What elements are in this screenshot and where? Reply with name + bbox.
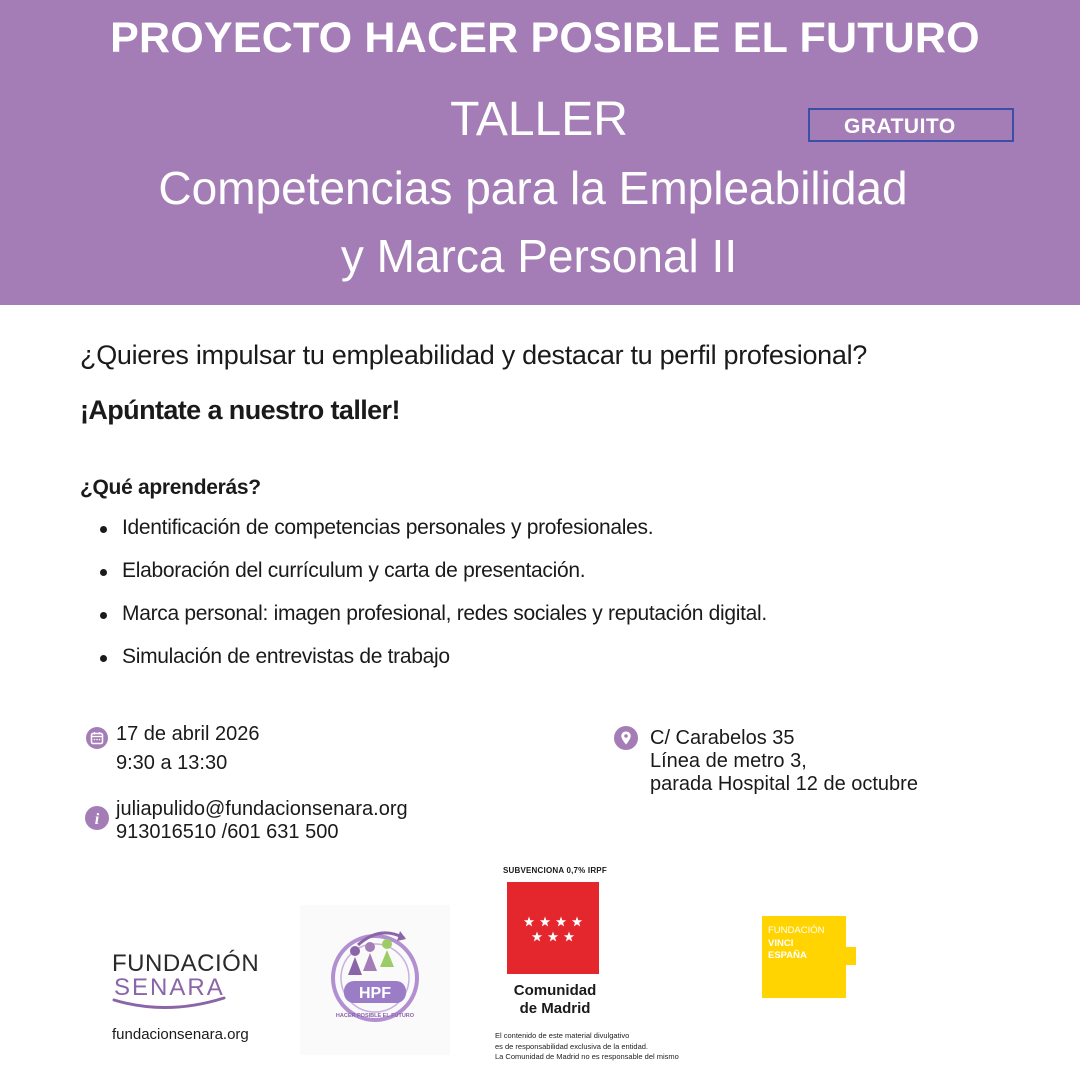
- disclaimer-line: El contenido de este material divulgativo: [495, 1031, 630, 1040]
- address-metro: Línea de metro 3,: [650, 750, 807, 772]
- vinci-line1: FUNDACIÓN: [768, 925, 825, 936]
- comunidad-madrid-flag: [507, 882, 599, 974]
- vinci-line2: VINCI: [768, 937, 794, 949]
- signup-call-to-action: ¡Apúntate a nuestro taller!: [80, 395, 400, 425]
- info-icon: [85, 806, 109, 830]
- senara-logo-top: FUNDACIÓN: [112, 950, 260, 977]
- free-badge: [808, 108, 1014, 142]
- learn-list: [80, 512, 767, 684]
- event-date: 17 de abril 2026: [116, 723, 260, 745]
- disclaimer: [495, 1031, 679, 1063]
- free-badge-label: GRATUITO: [844, 115, 956, 138]
- hpf-logo: [300, 905, 450, 1055]
- calendar-icon: [86, 727, 108, 749]
- madrid-name-line1: Comunidad: [513, 982, 597, 999]
- event-time: 9:30 a 13:30: [116, 752, 228, 774]
- intro-question: ¿Quieres impulsar tu empleabilidad y destacar tu perfil profesional?: [80, 340, 868, 370]
- fundacion-vinci-logo: [762, 916, 846, 998]
- learn-item: Identificación de competencias personales y profesionales.: [80, 512, 767, 555]
- hpf-abbrev: HPF: [359, 985, 391, 1002]
- comunidad-madrid-name: [507, 982, 603, 1018]
- disclaimer-line: es de responsabilidad exclusiva de la entidad.: [495, 1041, 649, 1051]
- contact-email: juliapulido@fundacionsenara.org: [116, 798, 408, 820]
- vinci-line3: ESPAÑA: [768, 950, 807, 961]
- madrid-name-line2: de Madrid: [519, 1000, 591, 1017]
- location-pin-icon: [614, 726, 638, 750]
- senara-swoosh-icon: [112, 996, 227, 1012]
- learn-item: Simulación de entrevistas de trabajo: [80, 641, 767, 684]
- learn-heading: ¿Qué aprenderás?: [80, 476, 261, 499]
- course-title-line2: y Marca Personal II: [340, 230, 738, 282]
- irpf-label: SUBVENCIONA 0,7% IRPF: [503, 866, 607, 875]
- vinci-logo-square: [846, 947, 856, 965]
- learn-item: Elaboración del currículum y carta de presentación.: [80, 555, 767, 598]
- hpf-tagline: HACER POSIBLE EL FUTURO: [335, 1013, 415, 1019]
- svg-text:i: i: [94, 811, 100, 828]
- address-street: C/ Carabelos 35: [650, 727, 795, 749]
- address-stop: parada Hospital 12 de octubre: [650, 773, 918, 795]
- fundacion-senara-logo: [112, 950, 259, 1002]
- project-title: PROYECTO HACER POSIBLE EL FUTURO: [110, 14, 980, 62]
- disclaimer-line: La Comunidad de Madrid no es responsable del mismo: [495, 1052, 679, 1061]
- workshop-label: TALLER: [450, 93, 628, 146]
- senara-website: fundacionsenara.org: [112, 1026, 249, 1043]
- contact-phones: 913016510 /601 631 500: [116, 821, 339, 843]
- learn-item: Marca personal: imagen profesional, redes sociales y reputación digital.: [80, 598, 767, 641]
- senara-logo-bottom: SENARA: [114, 974, 225, 1001]
- course-title-line1: Competencias para la Empleabilidad: [158, 162, 908, 214]
- header-banner: [0, 0, 1080, 305]
